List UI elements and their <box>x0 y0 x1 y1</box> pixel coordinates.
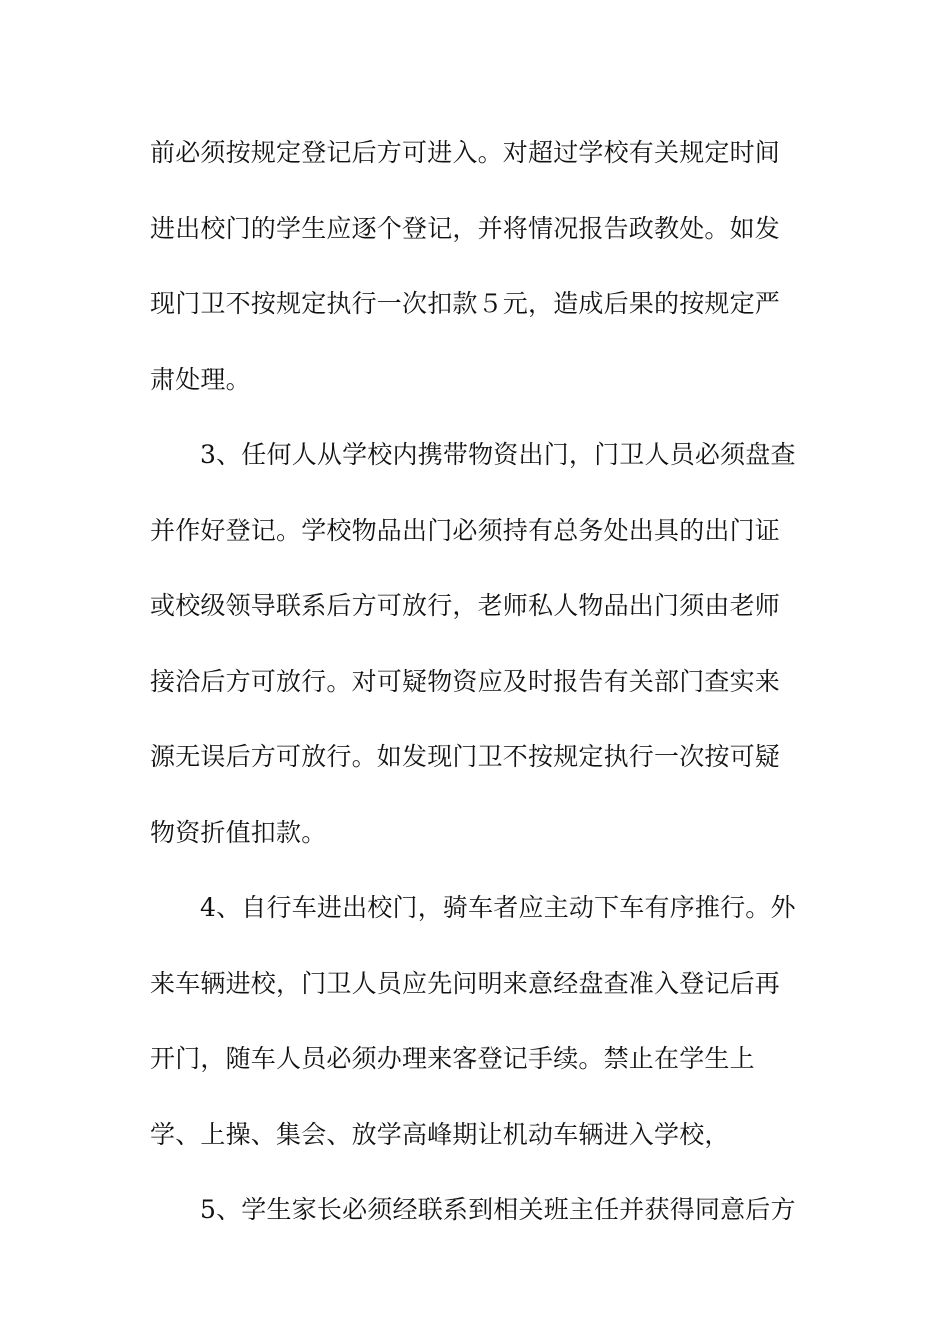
text-line: 进出校门的学生应逐个登记，并将情况报告政教处。如发 <box>150 213 781 243</box>
paragraph-start-line: 4、自行车进出校门，骑车者应主动下车有序推行。外 <box>200 893 796 922</box>
paragraph-start-line: 3、任何人从学校内携带物资出门，门卫人员必须盘查 <box>200 440 796 469</box>
text-line: 并作好登记。学校物品出门必须持有总务处出具的出门证 <box>150 515 781 545</box>
text-line: 或校级领导联系后方可放行，老师私人物品出门须由老师 <box>150 591 781 620</box>
text-line: 物资折值扣款。 <box>150 817 327 847</box>
text-line: 现门卫不按规定执行一次扣款５元，造成后果的按规定严 <box>150 289 781 318</box>
body-text <box>150 126 810 1259</box>
text-line: 来车辆进校，门卫人员应先问明来意经盘查准入登记后再 <box>150 968 781 998</box>
text-line: 学、上操、集会、放学高峰期让机动车辆进入学校， <box>150 1119 730 1149</box>
text-line: 开门，随车人员必须办理来客登记手续。禁止在学生上 <box>150 1044 755 1073</box>
text-line: 接洽后方可放行。对可疑物资应及时报告有关部门查实来 <box>150 666 781 696</box>
text-line: 前必须按规定登记后方可进入。对超过学校有关规定时间 <box>150 138 781 167</box>
text-line: 肃处理。 <box>150 364 251 394</box>
text-line: 源无误后方可放行。如发现门卫不按规定执行一次按可疑 <box>150 742 781 771</box>
paragraph-start-line: 5、学生家长必须经联系到相关班主任并获得同意后方 <box>200 1195 796 1224</box>
